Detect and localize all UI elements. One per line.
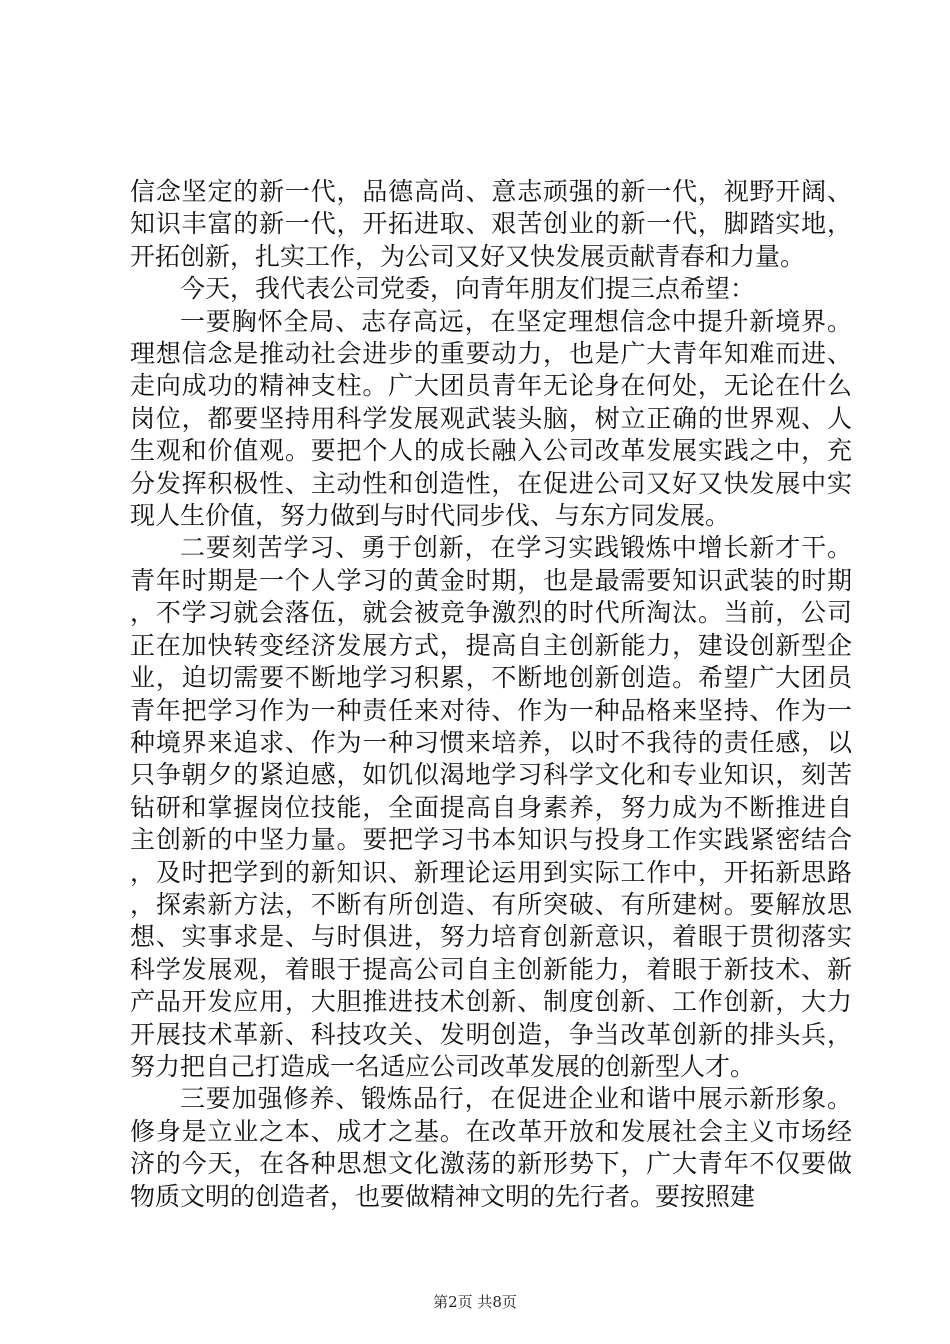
document-body [130,176,852,1213]
paragraph-hope-two: 二要刻苦学习、勇于创新，在学习实践锻炼中增长新才干。青年时期是一个人学习的黄金时期，也是最需要知识武装的时期，不学习就会落伍，就会被竞争激烈的时代所淘汰。当前，公司正在加快转变经济发展方式，提高自主创新能力，建设创新型企业，迫切需要不断地学习积累，不断地创新创造。希望广大团员青年把学习作为一种责任来对待、作为一种品格来坚持、作为一种境界来追求、作为一种习惯来培养，以时不我待的责任感，以只争朝夕的紧迫感，如饥似渴地学习科学文化和专业知识，刻苦钻研和掌握岗位技能，全面提高自身素养，努力成为不断推进自主创新的中坚力量。要把学习书本知识与投身工作实践紧密结合，及时把学到的新知识、新理论运用到实际工作中，开拓新思路，探索新方法，不断有所创造、有所突破、有所建树。要解放思想、实事求是、与时俱进，努力培育创新意识，着眼于贯彻落实科学发展观，着眼于提高公司自主创新能力，着眼于新技术、新产品开发应用，大胆推进技术创新、制度创新、工作创新，大力开展技术革新、科技攻关、发明创造，争当改革创新的排头兵，努力把自己打造成一名适应公司改革发展的创新型人才。 [130,533,852,1081]
paragraph-hope-one: 一要胸怀全局、志存高远，在坚定理想信念中提升新境界。理想信念是推动社会进步的重要动力，也是广大青年知难而进、走向成功的精神支柱。广大团员青年无论身在何处，无论在什么岗位，都要坚持用科学发展观武装头脑，树立正确的世界观、人生观和价值观。要把个人的成长融入公司改革发展实践之中，充分发挥积极性、主动性和创造性，在促进公司又好又快发展中实现人生价值，努力做到与时代同步伐、与东方同发展。 [130,306,852,531]
paragraph-hope-three: 三要加强修养、锻炼品行，在促进企业和谐中展示新形象。修身是立业之本、成才之基。在改革开放和发展社会主义市场经济的今天，在各种思想文化激荡的新形势下，广大青年不仅要做物质文明的创造者，也要做精神文明的先行者。要按照建 [130,1084,852,1211]
page-number-footer: 第2页 共8页 [433,1293,517,1311]
paragraph-intro: 今天，我代表公司党委，向青年朋友们提三点希望： [180,274,756,304]
paragraph-continuation: 信念坚定的新一代，品德高尚、意志顽强的新一代，视野开阔、知识丰富的新一代，开拓进取、艰苦创业的新一代，脚踏实地，开拓创新，扎实工作，为公司又好又快发展贡献青春和力量。 [130,177,852,271]
